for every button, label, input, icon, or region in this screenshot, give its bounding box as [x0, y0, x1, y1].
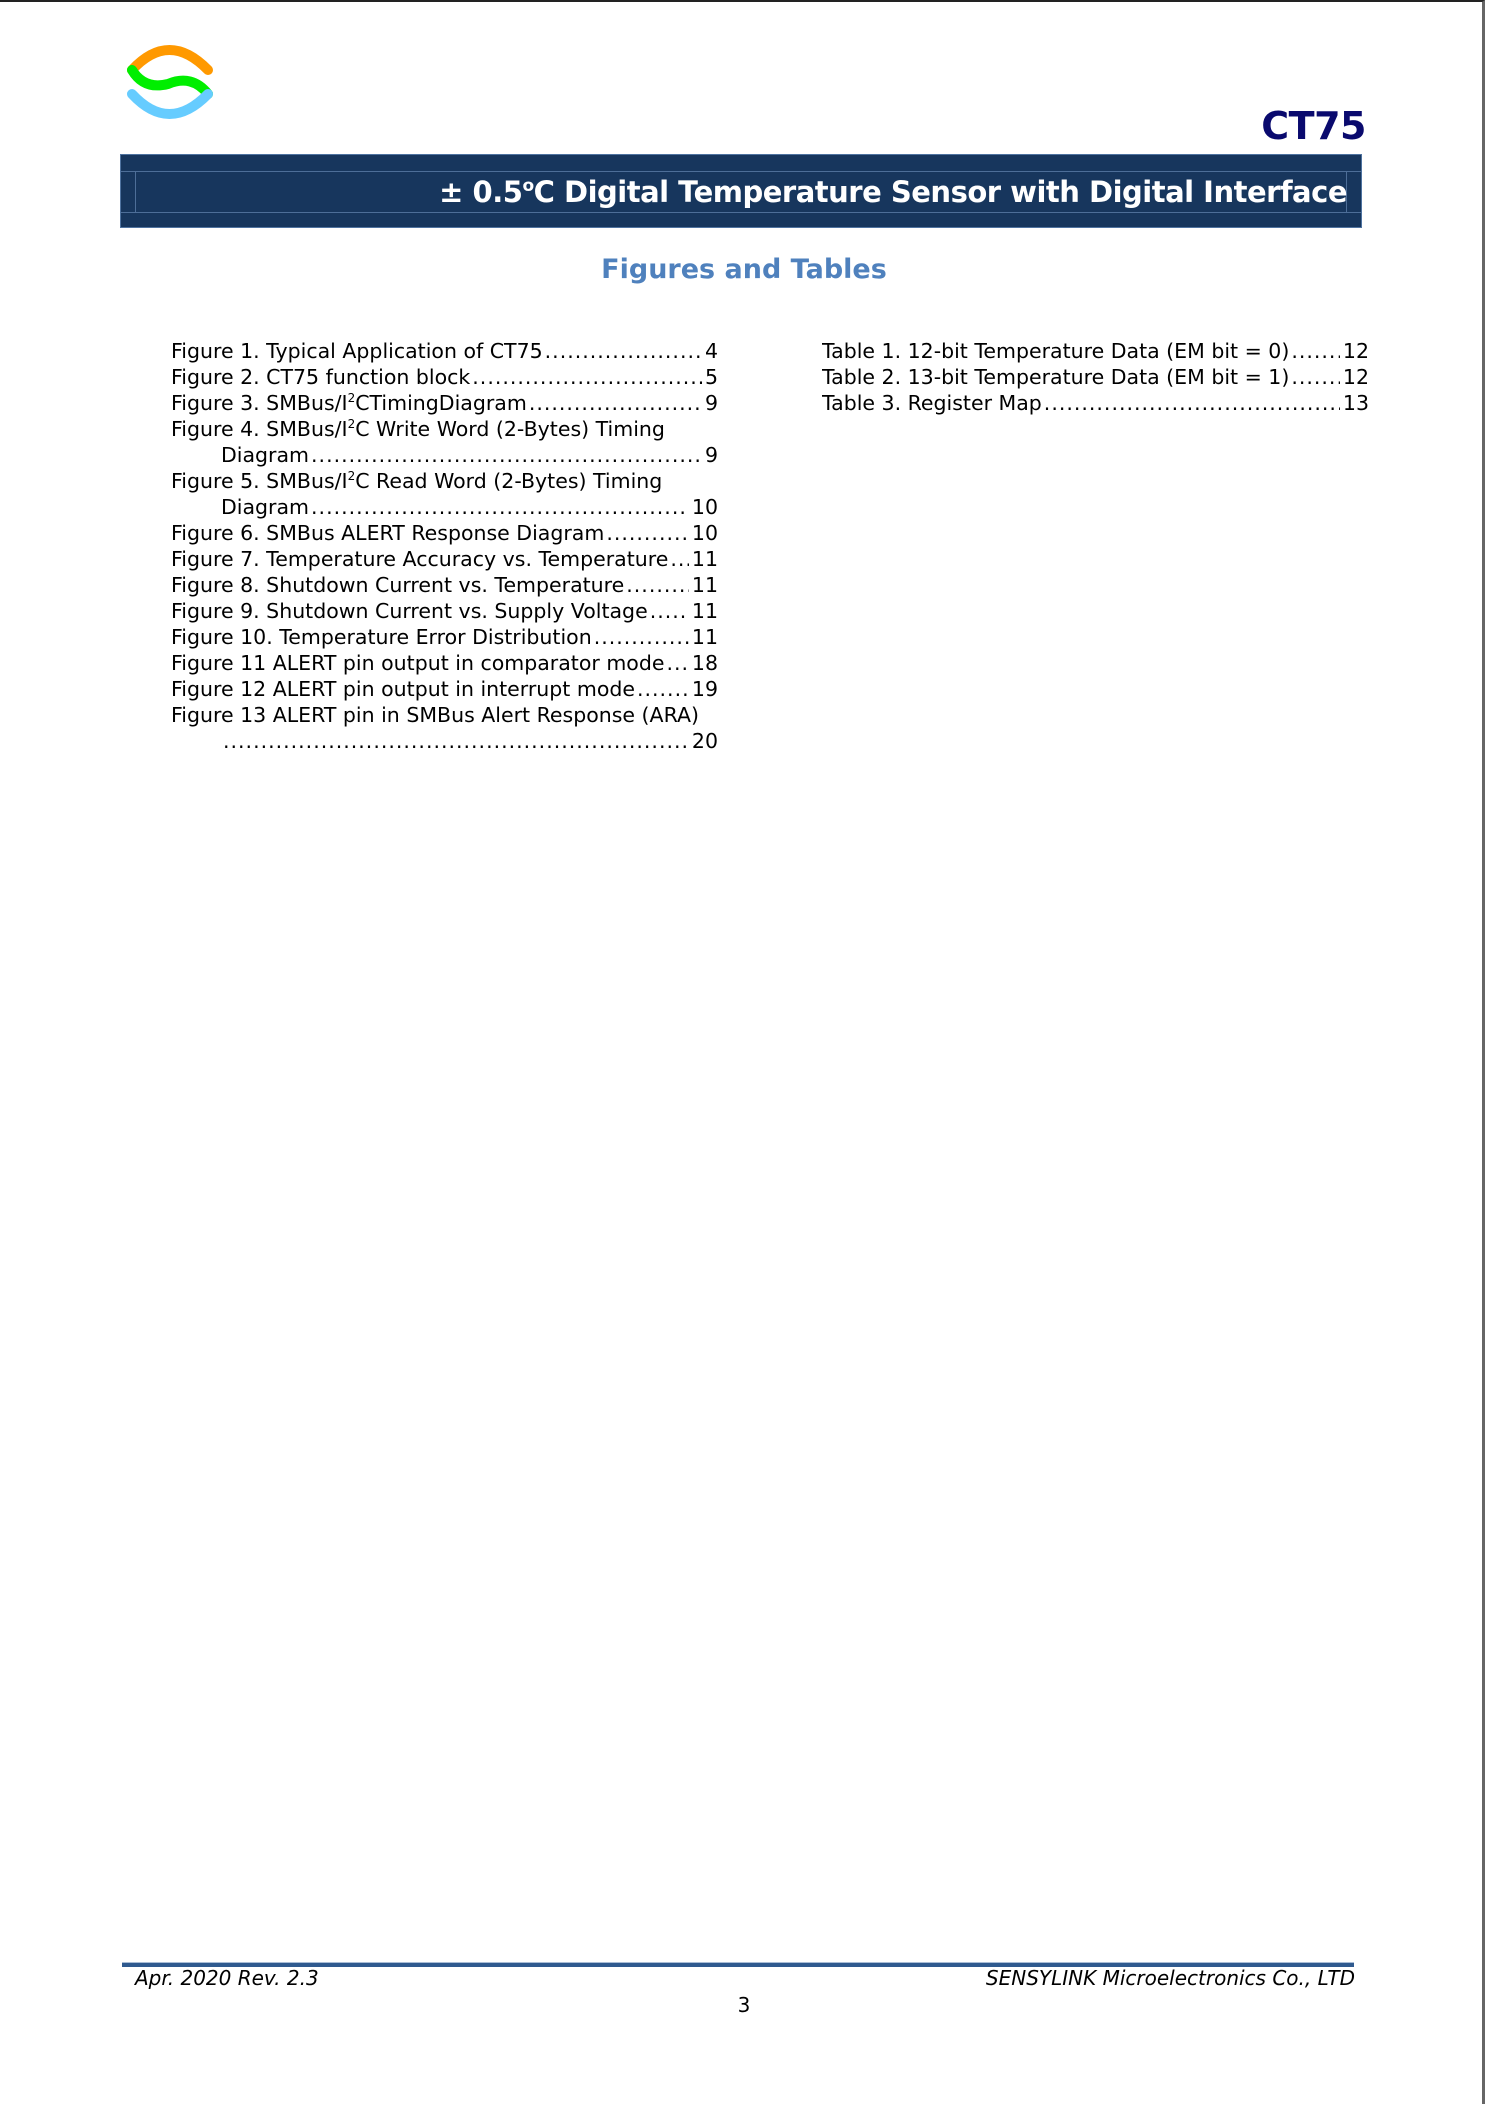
- toc-label: Figure 7. Temperature Accuracy vs. Temperature: [171, 547, 669, 571]
- product-code: CT75: [1261, 104, 1366, 148]
- toc-leader: [626, 572, 689, 598]
- toc-page: 10: [691, 495, 718, 519]
- toc-page: 11: [691, 599, 718, 623]
- page-number: 3: [737, 1993, 751, 2017]
- banner-rule-top: [121, 171, 1361, 172]
- title-description: C Digital Temperature Sensor with Digital Interface: [533, 175, 1347, 209]
- toc-leader: [311, 442, 702, 468]
- toc-leader: [606, 520, 689, 546]
- toc-page: 4: [704, 339, 718, 363]
- toc-entry-figure-13[interactable]: [171, 702, 718, 754]
- toc-entry-table-1[interactable]: [822, 338, 1369, 364]
- toc-page: 10: [691, 521, 718, 545]
- toc-leader: [311, 494, 689, 520]
- toc-page: 12: [1342, 365, 1369, 389]
- toc-leader: [529, 390, 702, 416]
- toc-label-continued: Diagram: [221, 495, 310, 519]
- toc-entry-figure-3[interactable]: [171, 390, 718, 416]
- toc-page: 11: [691, 625, 718, 649]
- toc-leader: [472, 364, 702, 390]
- toc-entry-figure-5[interactable]: [171, 468, 718, 520]
- toc-label: Table 3. Register Map: [822, 391, 1042, 415]
- toc-label: Figure 13 ALERT pin in SMBus Alert Response (ARA): [171, 703, 700, 727]
- toc-entry-figure-4[interactable]: [171, 416, 718, 468]
- toc-leader: [545, 338, 702, 364]
- toc-leader: [1044, 390, 1340, 416]
- document-title: [439, 173, 1347, 211]
- toc-leader: [1291, 364, 1340, 390]
- toc-entry-figure-11[interactable]: [171, 650, 718, 676]
- toc-label: Figure 2. CT75 function block: [171, 365, 471, 389]
- toc-label: Figure 9. Shutdown Current vs. Supply Voltage: [171, 599, 648, 623]
- toc-label: Figure 5. SMBus/$I^2C$ Read Word (2-Bytes) Timing: [171, 469, 663, 493]
- toc-label: Figure 1. Typical Application of CT75: [171, 339, 543, 363]
- toc-entry-figure-6[interactable]: [171, 520, 718, 546]
- toc-leader: [223, 728, 689, 754]
- toc-entry-figure-2[interactable]: [171, 364, 718, 390]
- toc-entry-table-3[interactable]: [822, 390, 1369, 416]
- toc-page: 5: [704, 365, 718, 389]
- tables-list: [822, 338, 1369, 416]
- footer-company: SENSYLINK Microelectronics Co., LTD: [985, 1966, 1355, 1990]
- toc-entry-figure-12[interactable]: [171, 676, 718, 702]
- toc-page: 9: [704, 391, 718, 415]
- toc-entry-figure-7[interactable]: [171, 546, 718, 572]
- toc-page: 13: [1342, 391, 1369, 415]
- toc-leader: [637, 676, 689, 702]
- toc-entry-figure-8[interactable]: [171, 572, 718, 598]
- toc-label: Figure 6. SMBus ALERT Response Diagram: [171, 521, 605, 545]
- toc-page: 12: [1342, 339, 1369, 363]
- toc-page: 11: [691, 573, 718, 597]
- toc-page: 18: [691, 651, 718, 675]
- toc-label: Table 2. 13-bit Temperature Data (EM bit = 1): [822, 365, 1290, 389]
- toc-label-continued: Diagram: [221, 443, 310, 467]
- toc-leader: [650, 598, 689, 624]
- toc-leader: [670, 546, 689, 572]
- sensylink-logo-icon: [124, 38, 224, 126]
- toc-label: Table 1. 12-bit Temperature Data (EM bit = 0): [822, 339, 1290, 363]
- toc-entry-figure-1[interactable]: [171, 338, 718, 364]
- toc-leader: [594, 624, 689, 650]
- footer-revision: Apr. 2020 Rev. 2.3: [135, 1966, 319, 1990]
- degree-symbol: o: [522, 176, 534, 196]
- banner-rule-bottom: [121, 212, 1361, 213]
- toc-page: 20: [691, 729, 718, 753]
- toc-label: Figure 3. SMBus/$I^2CTimingDiagram$: [171, 391, 527, 415]
- figures-list: [171, 338, 718, 754]
- toc-entry-figure-9[interactable]: [171, 598, 718, 624]
- toc-leader: [666, 650, 688, 676]
- title-banner: [120, 154, 1362, 228]
- toc-label: Figure 10. Temperature Error Distribution: [171, 625, 592, 649]
- toc-page: 11: [691, 547, 718, 571]
- toc-label: Figure 11 ALERT pin output in comparator mode: [171, 651, 665, 675]
- toc-label: Figure 8. Shutdown Current vs. Temperature: [171, 573, 625, 597]
- toc-entry-table-2[interactable]: [822, 364, 1369, 390]
- toc-entry-figure-10[interactable]: [171, 624, 718, 650]
- toc-page: 19: [691, 677, 718, 701]
- title-accuracy: ± 0.5: [439, 175, 523, 209]
- toc-label: Figure 4. SMBus/$I^2C$ Write Word (2-Bytes) Timing: [171, 417, 665, 441]
- toc-page: 9: [704, 443, 718, 467]
- toc-leader: [1291, 338, 1340, 364]
- section-title: Figures and Tables: [601, 254, 887, 285]
- banner-rule-left: [135, 171, 136, 212]
- toc-label: Figure 12 ALERT pin output in interrupt mode: [171, 677, 635, 701]
